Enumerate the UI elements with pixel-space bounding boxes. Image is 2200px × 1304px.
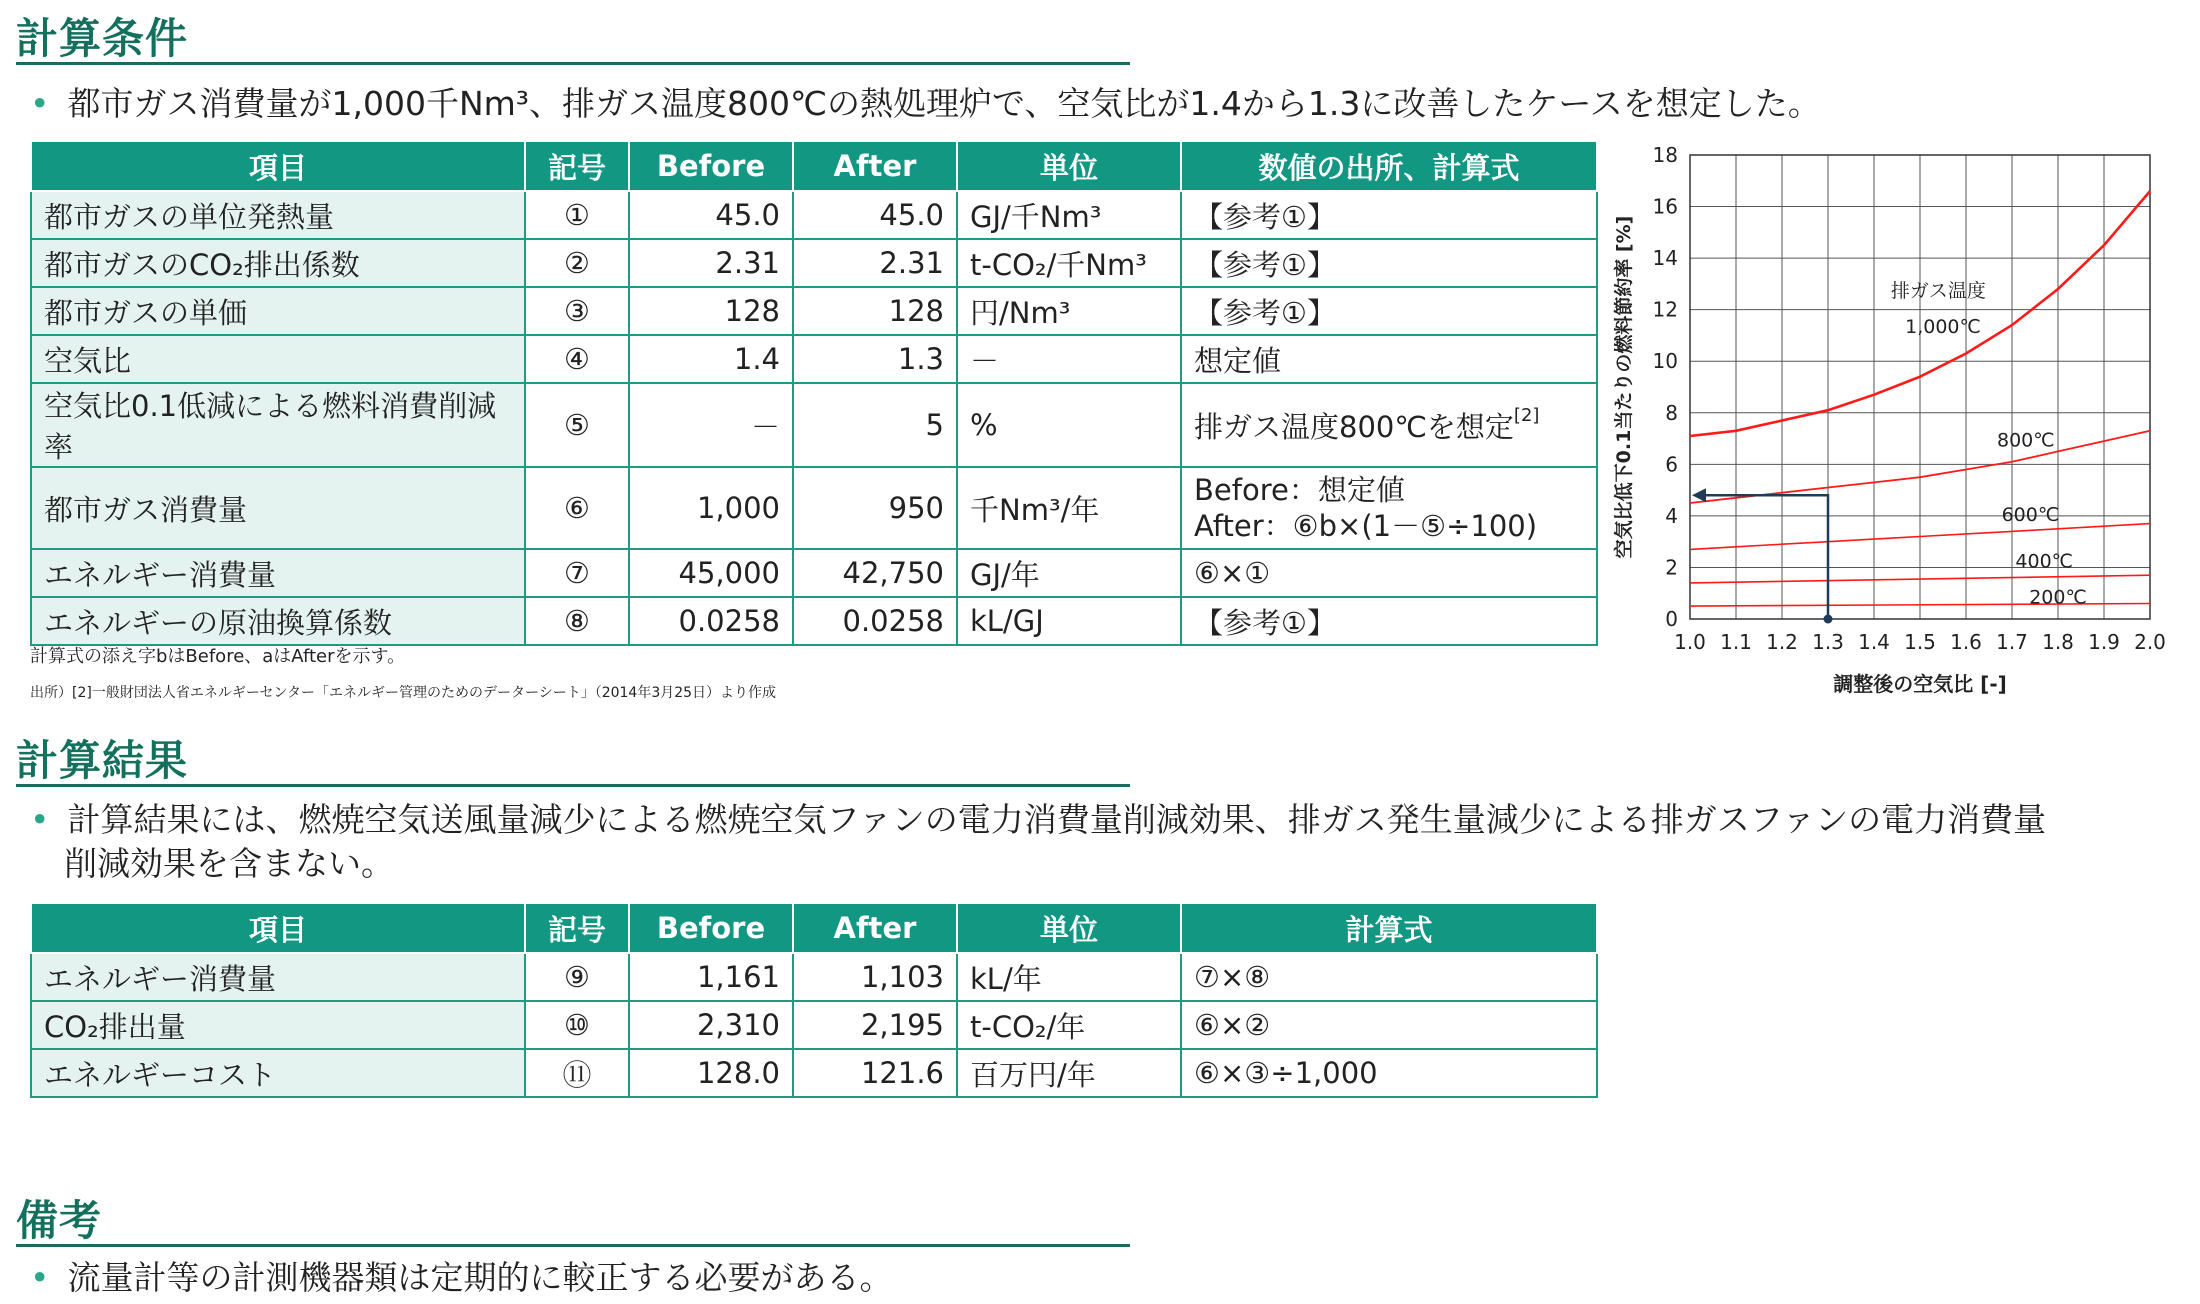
col-header-after: After [793,141,957,191]
cell-after: 1,103 [793,953,957,1001]
cell-source: 【参考①】 [1181,597,1597,645]
remarks-bullet [30,1256,892,1300]
table-row [31,383,1597,467]
table-row [31,597,1597,645]
cell-symbol: ⑤ [525,383,629,467]
cell-unit: GJ/千Nm³ [957,191,1181,239]
y-tick-label: 16 [1652,194,1678,219]
section-divider [16,62,1130,65]
citation-ref: [2] [1513,404,1540,426]
cell-before: 2.31 [629,239,793,287]
y-tick-label: 10 [1652,349,1678,374]
cell-after: 121.6 [793,1049,957,1097]
section-title-remarks: 備考 [16,1196,103,1245]
cell-unit: 千Nm³/年 [957,467,1181,549]
cell-unit: kL/年 [957,953,1181,1001]
cell-unit: 円/Nm³ [957,287,1181,335]
cell-source: 想定値 [1181,335,1597,383]
cell-formula: ⑦×⑧ [1181,953,1597,1001]
section-title-results: 計算結果 [16,736,189,785]
cell-symbol: ⑧ [525,597,629,645]
cell-unit: t-CO₂/年 [957,1001,1181,1049]
source-line-2: After：⑥b×(1－⑤÷100) [1194,509,1538,543]
col-header-unit: 単位 [957,141,1181,191]
cell-after: 2,195 [793,1001,957,1049]
cell-source: 【参考①】 [1181,287,1597,335]
cell-source: ⑥×① [1181,549,1597,597]
x-tick-label: 1.5 [1904,630,1936,654]
cell-source [1181,467,1597,549]
source-text: 排ガス温度800℃を想定 [1194,409,1514,444]
cell-before: 0.0258 [629,597,793,645]
cell-source: 【参考①】 [1181,191,1597,239]
table-header-row [31,141,1597,191]
source-note: 出所）[2]一般財団法人省エネルギーセンター「エネルギー管理のためのデーターシート」（2014年3月25日）より作成 [30,685,777,701]
cell-unit: % [957,383,1181,467]
cell-symbol: ① [525,191,629,239]
series-label: 800℃ [1996,429,2055,452]
col-header-source: 数値の出所、計算式 [1181,141,1597,191]
cell-symbol: ④ [525,335,629,383]
table-header-row [31,903,1597,953]
cell-item: CO₂排出量 [31,1001,525,1049]
cell-unit: － [957,335,1181,383]
col-header-before: Before [629,141,793,191]
conditions-text: 都市ガス消費量が1,000千Nm³、排ガス温度800℃の熱処理炉で、空気比が1.4から1.3に改善したケースを想定した。 [67,84,1821,123]
bullet-icon: • [30,84,50,123]
cell-unit: 百万円/年 [957,1049,1181,1097]
y-tick-label: 0 [1665,607,1678,631]
cell-symbol: ② [525,239,629,287]
cell-item: 空気比0.1低減による燃料消費削減率 [31,383,525,467]
series-label: 1,000℃ [1905,315,1981,338]
results-bullet [30,798,2046,886]
y-tick-label: 18 [1652,143,1678,167]
cell-after: 1.3 [793,335,957,383]
series-label: 600℃ [2001,504,2060,527]
x-tick-label: 2.0 [2134,630,2166,654]
cell-unit: GJ/年 [957,549,1181,597]
y-tick-label: 12 [1652,297,1678,322]
chart-grid [1690,155,2150,619]
cell-source: 【参考①】 [1181,239,1597,287]
table-row [31,335,1597,383]
cell-after: 950 [793,467,957,549]
cell-item: 都市ガス消費量 [31,467,525,549]
cell-item: 都市ガスの単位発熱量 [31,191,525,239]
section-divider [16,1244,1130,1247]
table-row [31,239,1597,287]
cell-after: 128 [793,287,957,335]
x-tick-label: 1.0 [1674,630,1706,654]
cell-unit: kL/GJ [957,597,1181,645]
conditions-bullet [30,82,1821,126]
cell-item: エネルギー消費量 [31,549,525,597]
cell-after: 0.0258 [793,597,957,645]
y-tick-label: 2 [1665,555,1678,580]
y-tick-label: 14 [1652,246,1678,271]
bullet-icon: • [30,1258,50,1297]
fuel-saving-chart [1600,135,2166,715]
source-line-1: Before：想定値 [1194,473,1405,507]
cell-after: 42,750 [793,549,957,597]
cell-symbol: ⑦ [525,549,629,597]
table-row [31,1049,1597,1097]
cell-after: 45.0 [793,191,957,239]
x-axis-label: 調整後の空気比 [-] [1833,672,2007,696]
y-tick-label: 6 [1665,452,1678,477]
table-row [31,467,1597,549]
cell-item: エネルギーの原油換算係数 [31,597,525,645]
cell-symbol: ⑪ [525,1049,629,1097]
conditions-table [30,140,1598,646]
chart-axes [1612,143,2166,696]
cell-formula: ⑥×③÷1,000 [1181,1049,1597,1097]
cell-before: 45,000 [629,549,793,597]
y-axis-label: 空気比低下0.1当たりの燃料節約率 [%] [1613,215,1635,559]
col-header-symbol: 記号 [525,141,629,191]
cell-item: エネルギーコスト [31,1049,525,1097]
series-label: 200℃ [2029,586,2087,609]
reference-line [1702,495,1828,619]
cell-unit: t-CO₂/千Nm³ [957,239,1181,287]
section-divider [16,784,1130,787]
x-tick-label: 1.6 [1950,630,1982,654]
col-header-unit: 単位 [957,903,1181,953]
cell-after: 5 [793,383,957,467]
x-tick-label: 1.3 [1812,630,1844,654]
col-header-formula: 計算式 [1181,903,1597,953]
y-tick-label: 4 [1665,503,1678,528]
reference-dot [1824,615,1833,624]
col-header-symbol: 記号 [525,903,629,953]
series-label: 400℃ [2015,550,2074,573]
legend-title: 排ガス温度 [1890,279,1986,302]
table-row [31,287,1597,335]
x-tick-label: 1.2 [1766,630,1798,654]
col-header-after: After [793,903,957,953]
results-table [30,902,1598,1098]
table-row [31,1001,1597,1049]
cell-symbol: ③ [525,287,629,335]
y-tick-label: 8 [1665,400,1678,425]
cell-symbol: ⑥ [525,467,629,549]
cell-source [1181,383,1597,467]
cell-before: 1.4 [629,335,793,383]
cell-item: 都市ガスの単価 [31,287,525,335]
x-tick-label: 1.1 [1720,630,1752,654]
col-header-item: 項目 [31,141,525,191]
table-row [31,191,1597,239]
cell-before: 1,161 [629,953,793,1001]
reference-arrowhead [1692,488,1706,502]
cell-before: 128.0 [629,1049,793,1097]
remarks-text: 流量計等の計測機器類は定期的に較正する必要がある。 [67,1258,893,1297]
cell-before: － [629,383,793,467]
cell-item: エネルギー消費量 [31,953,525,1001]
section-title-conditions: 計算条件 [16,14,189,63]
cell-symbol: ⑩ [525,1001,629,1049]
x-tick-label: 1.8 [2042,630,2074,654]
x-tick-label: 1.9 [2088,630,2120,654]
cell-before: 128 [629,287,793,335]
cell-symbol: ⑨ [525,953,629,1001]
cell-after: 2.31 [793,239,957,287]
table-row [31,953,1597,1001]
cell-before: 45.0 [629,191,793,239]
cell-before: 2,310 [629,1001,793,1049]
cell-before: 1,000 [629,467,793,549]
bullet-icon: • [30,800,50,839]
col-header-item: 項目 [31,903,525,953]
x-tick-label: 1.7 [1996,630,2028,654]
table-note: 計算式の添え字bはBefore、aはAfterを示す。 [30,646,406,667]
cell-item: 空気比 [31,335,525,383]
results-text-line1: 計算結果には、燃焼空気送風量減少による燃焼空気ファンの電力消費量削減効果、排ガス発生量減少による排ガスファンの電力消費量 [67,800,2047,839]
x-tick-label: 1.4 [1858,630,1890,654]
results-text-line2: 削減効果を含まない。 [64,844,394,883]
cell-item: 都市ガスのCO₂排出係数 [31,239,525,287]
cell-formula: ⑥×② [1181,1001,1597,1049]
col-header-before: Before [629,903,793,953]
table-row [31,549,1597,597]
